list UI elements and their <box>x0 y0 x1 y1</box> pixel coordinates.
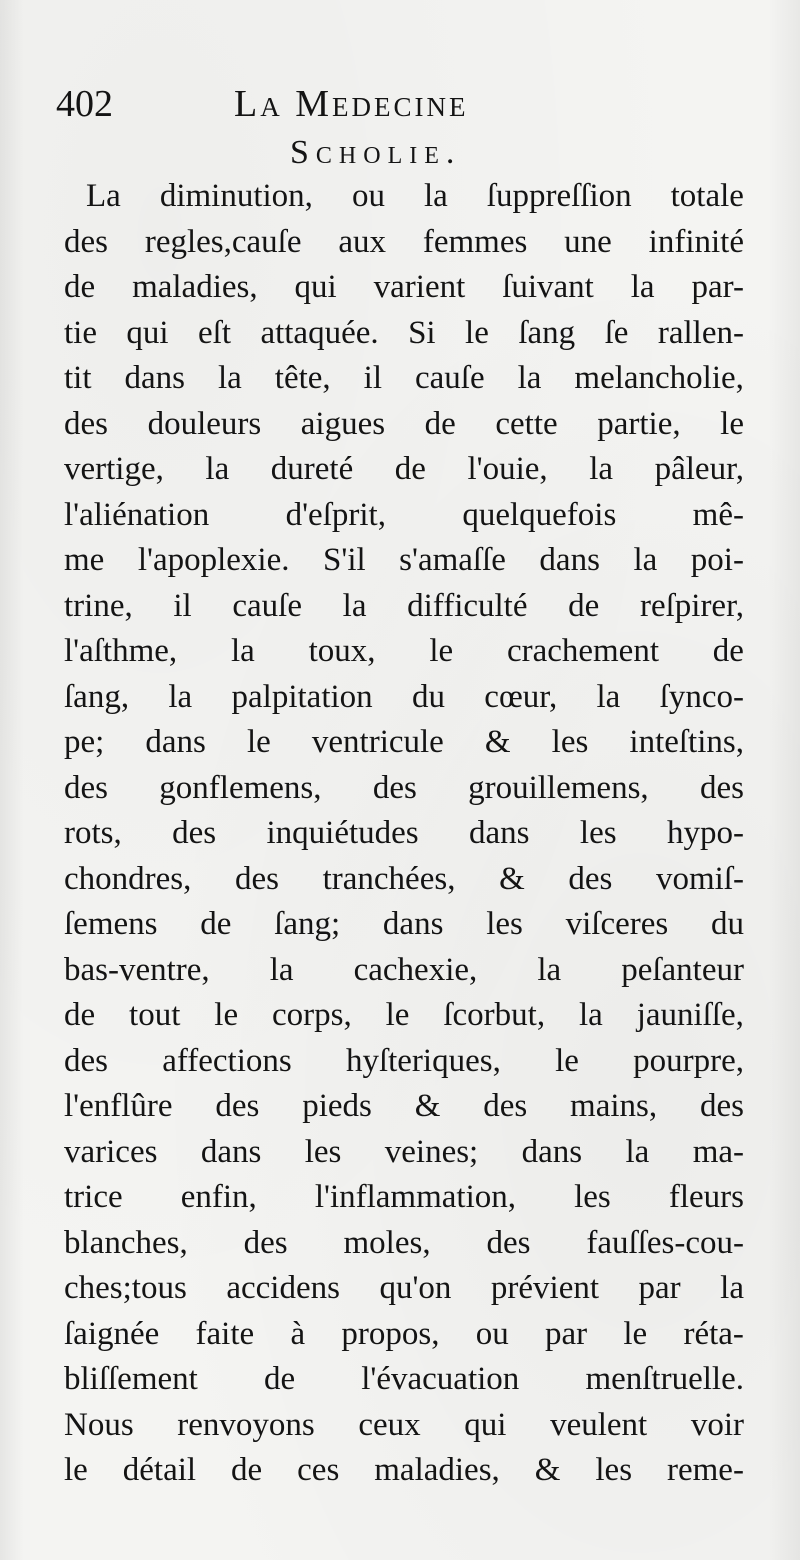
text-line: l'aliénation d'eſprit, quelquefois mê- <box>64 496 744 533</box>
section-heading: Scholie. <box>290 134 462 171</box>
text-line: blanches, des moles, des fauſſes-cou- <box>64 1224 744 1261</box>
running-title: La Medecine <box>234 83 469 125</box>
text-line: des gonflemens, des grouillemens, des <box>64 769 744 806</box>
text-line: vertige, la dureté de l'ouie, la pâleur, <box>64 451 744 487</box>
text-line: des regles,cauſe aux femmes une infinité <box>64 223 744 260</box>
text-line: trine, il cauſe la difficulté de reſpirer, <box>64 587 744 624</box>
text-line: l'enflûre des pieds & des mains, des <box>64 1088 744 1124</box>
text-line: des douleurs aigues de cette partie, le <box>64 405 744 442</box>
text-line: me l'apoplexie. S'il s'amaſſe dans la poi- <box>64 542 744 578</box>
text-line: bas-ventre, la cachexie, la peſanteur <box>64 951 744 988</box>
running-head <box>0 74 800 134</box>
text-line: de maladies, qui varient ſuivant la par- <box>64 269 744 305</box>
text-line: l'aſthme, la toux, le crachement de <box>64 633 744 669</box>
text-line: tit dans la tête, il cauſe la melancholie, <box>64 360 744 396</box>
text-line: des affections hyſteriques, le pourpre, <box>64 1042 744 1079</box>
text-line: trice enfin, l'inflammation, les fleurs <box>64 1179 744 1215</box>
text-line: le détail de ces maladies, & les reme- <box>64 1452 744 1488</box>
text-line: Nous renvoyons ceux qui veulent voir <box>64 1406 744 1443</box>
body-text <box>64 174 744 1494</box>
text-line: ſemens de ſang; dans les viſceres du <box>64 906 744 942</box>
text-line: ches;tous accidens qu'on prévient par la <box>64 1270 744 1306</box>
text-line: tie qui eſt attaquée. Si le ſang ſe rallen- <box>64 314 744 351</box>
text-line: bliſſement de l'évacuation menſtruelle. <box>64 1361 744 1397</box>
text-line: La diminution, ou la ſuppreſſion totale <box>86 178 744 214</box>
text-line: ſaignée faite à propos, ou par le réta- <box>64 1315 744 1352</box>
page-number: 402 <box>56 83 113 125</box>
text-line: pe; dans le ventricule & les inteſtins, <box>64 724 744 760</box>
text-line: chondres, des tranchées, & des vomiſ- <box>64 860 744 897</box>
text-line: varices dans les veines; dans la ma- <box>64 1133 744 1170</box>
text-line: de tout le corps, le ſcorbut, la jauniſſe, <box>64 997 744 1033</box>
text-line: ſang, la palpitation du cœur, la ſynco- <box>64 678 744 715</box>
text-line: rots, des inquiétudes dans les hypo- <box>64 815 744 851</box>
